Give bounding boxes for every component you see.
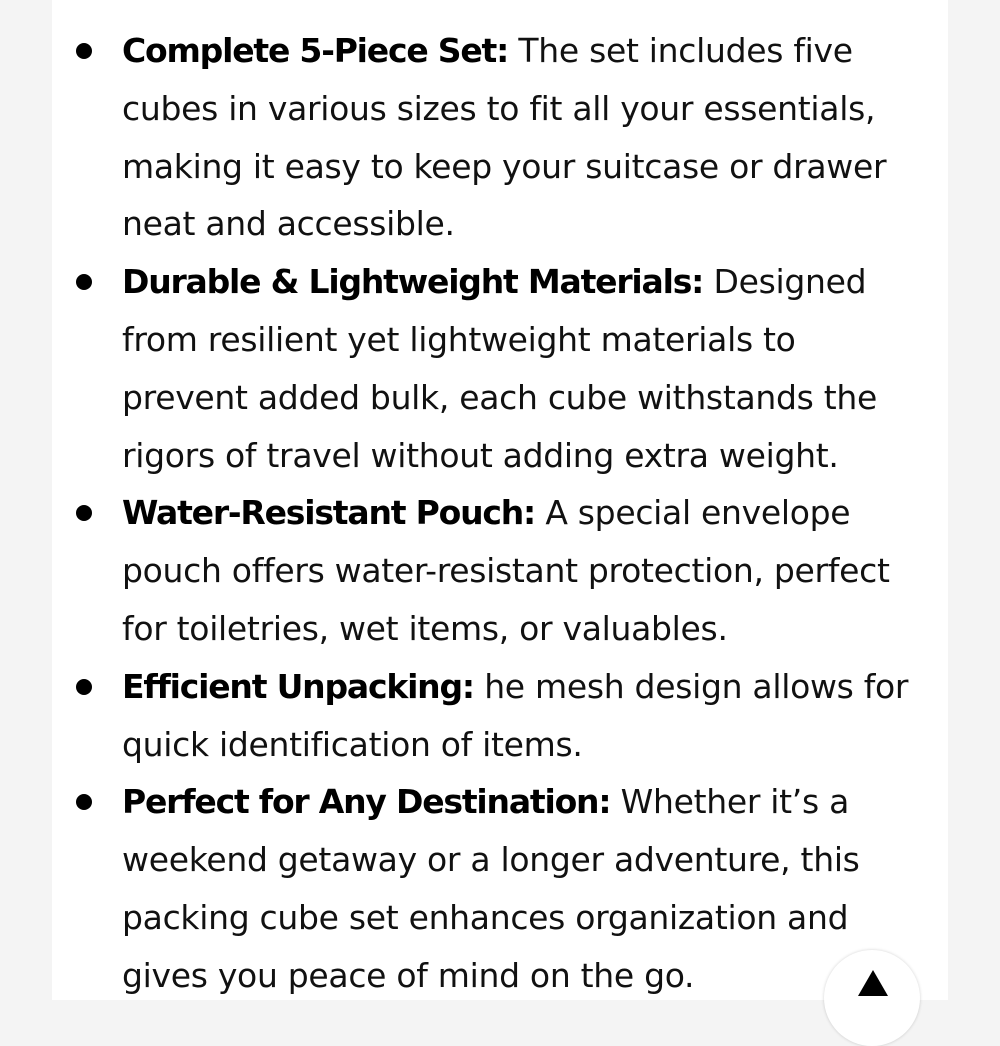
feature-title: Water-Resistant Pouch: [122, 493, 546, 533]
list-item [122, 773, 912, 1004]
list-item [122, 253, 912, 484]
feature-description: Whether it’s a weekend getaway or a longer adventure, this packing cube set enhances organization and gives you peace of mind on the go. [122, 782, 860, 995]
feature-list [122, 22, 912, 1005]
bullet-icon [76, 43, 92, 59]
list-item [122, 22, 912, 253]
feature-title: Durable & Lightweight Materials: [122, 262, 714, 302]
bullet-icon [76, 274, 92, 290]
arrow-up-icon [858, 970, 888, 996]
list-item [122, 484, 912, 657]
document-page [52, 0, 948, 1000]
feature-title: Perfect for Any Destination: [122, 782, 621, 822]
feature-description: A special envelope pouch offers water-resistant protection, perfect for toiletries, wet items, or valuables. [122, 493, 890, 648]
list-item [122, 658, 912, 774]
scroll-to-top-button[interactable] [824, 950, 920, 1046]
bullet-icon [76, 679, 92, 695]
feature-title: Complete 5-Piece Set: [122, 31, 519, 70]
feature-description: The set includes five cubes in various sizes to fit all your essentials, making it easy to keep your suitcase or drawer neat and accessible. [122, 31, 887, 244]
bullet-icon [76, 505, 92, 521]
feature-title: Efficient Unpacking: [122, 666, 485, 706]
feature-description: he mesh design allows for quick identification of items. [122, 666, 909, 764]
feature-description: Designed from resilient yet lightweight materials to prevent added bulk, each cube withstands the rigors of travel without adding extra weight. [122, 262, 877, 475]
bullet-icon [76, 794, 92, 810]
